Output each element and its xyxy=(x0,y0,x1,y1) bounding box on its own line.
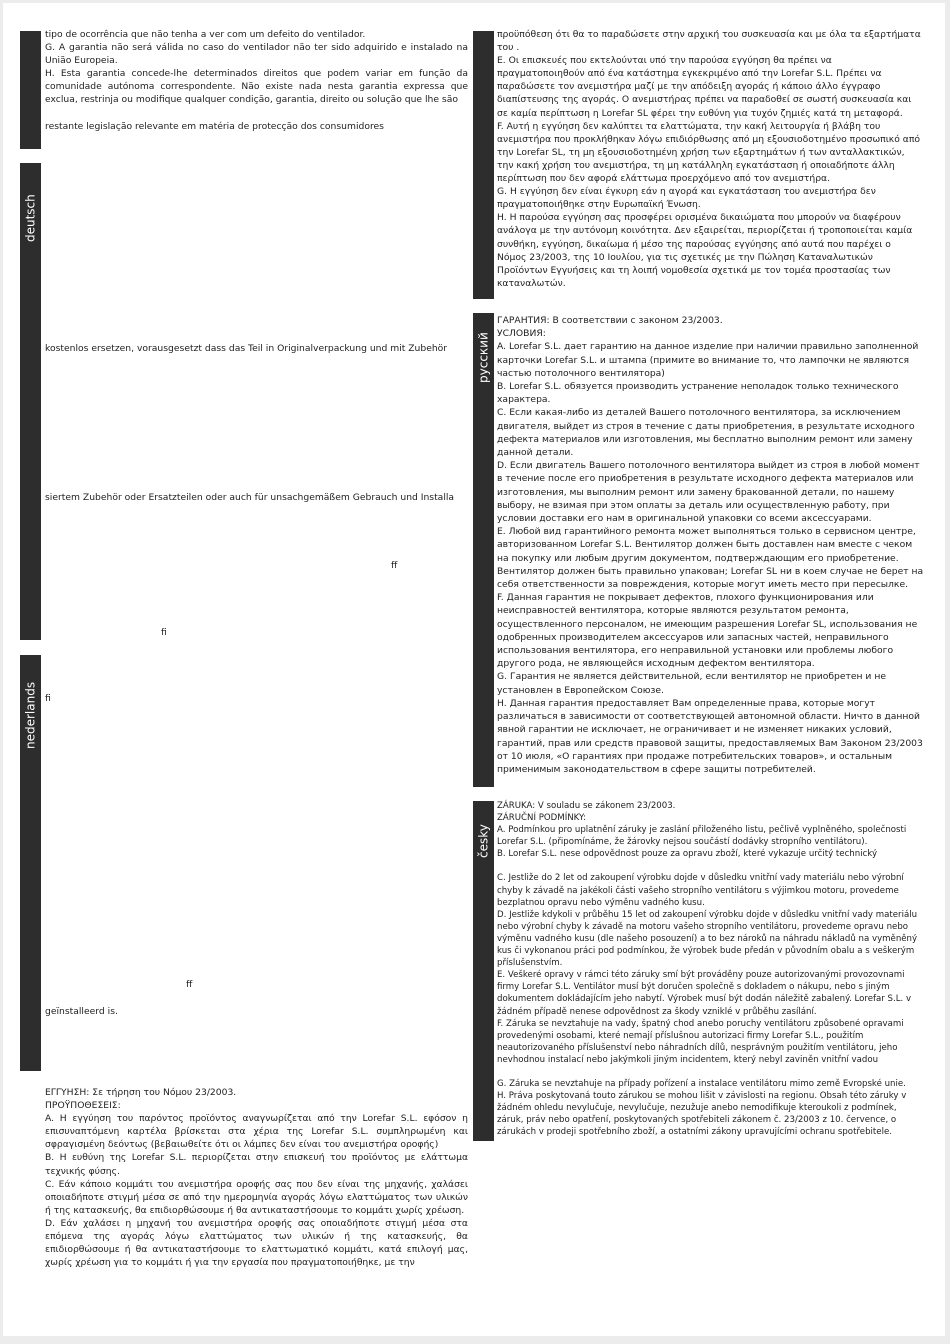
paragraph: restante legislação relevante em matéria de protecção dos consumidores xyxy=(45,120,384,132)
greek-text-block-left xyxy=(45,1086,468,1269)
paragraph: E. Οι επισκευές που εκτελούνται υπό την παρούσα εγγύηση θα πρέπει να πραγματοποιηθούν από ένα κατάστημα εγκεκριμένο από την Lorefar S.L. Πρέπει να παραδώσετε τον ανεμιστήρα μαζί με την απόδειξη αγοράς ή κάποιο άλλο έγγραφο διαπίστευσης της αγοράς. Ο ανεμιστήρας πρέπει να παραδοθεί σε σωστή συσκευασία και σε καμία περίπτωση η Lorefar SL φέρει την ευθύνη για τυχόν ζημιές κατά τη μεταφορά. xyxy=(497,55,912,119)
deutsch-text-fragment: fi xyxy=(161,627,167,638)
paragraph: προϋπόθεση ότι θα το παραδώσετε στην αρχική του συσκευασία και με όλα τα εξαρτήματα του . xyxy=(497,29,921,54)
paragraph: D. Εάν χαλάσει η μηχανή του ανεμιστήρα οροφής σας οποιαδήποτε στιγμή μέσα στα επόμενα της αγοράς λόγω ελαττώματος των υλικών ή της κατασκευής, θα επιδιορθώσουμε ή θα αντικαταστήσουμε το ελαττωματικό κομμάτι, κατά επιλογή μας, χωρίς χρέωση για το κομμάτι ή για την εργασία που πραγματοποιήθηκε, με την xyxy=(45,1217,468,1269)
paragraph: D. Jestliže kdykoli v průběhu 15 let od zakoupení výrobku dojde v důsledku vnitřní vady materiálu nebo výrobní chyby k závadě na motoru vašeho stropního ventilátoru, provedeme opravu nebo výměnu vadného kusu (dle našeho posouzení) a to bez nároků na náhradu nákladů na vyměněný kus či vykonanou práci pod podmínkou, že výrobek bude předán v původním obalu a s veškerým příslušenstvím. xyxy=(497,909,918,969)
paragraph: B. Η ευθύνη της Lorefar S.L. περιορίζεται στην επισκευή του προϊόντος με ελάττωμα τεχνικής φύσης. xyxy=(45,1152,468,1177)
paragraph: C. Jestliže do 2 let od zakoupení výrobku dojde v důsledku vnitřní vady materiálu nebo výrobní chyby k závadě na jakékoli části vašeho stropního ventilátoru s výjimkou motoru, provedeme bezplatnou opravu nebo výměnu vadného kusu. xyxy=(497,873,904,908)
section-bar-nederlands xyxy=(20,655,41,1071)
section-bar-russian xyxy=(473,313,494,787)
czech-text-block xyxy=(497,800,922,1138)
section-label-nederlands: nederlands xyxy=(23,681,38,749)
russian-text-block xyxy=(497,314,925,776)
paragraph: tipo de ocorrência que não tenha a ver com um defeito do ventilador. xyxy=(45,29,366,40)
paragraph: A. Lorefar S.L. дает гарантию на данное изделие при наличии правильно заполненной карточки Lorefar S.L. и штампа (примите во внимание то, что лампочки не являются частью потолочного вентилятора) xyxy=(497,341,919,379)
nederlands-text-fragment: fi xyxy=(45,693,51,704)
paragraph: УСЛОВИЯ: xyxy=(497,328,546,340)
paragraph: A. Η εγγύηση του παρόντος προϊόντος αναγνωρίζεται από την Lorefar S.L. εφόσον η επισυναπτόμενη καρτέλα βρίσκεται στα χέρια της Lorefar S.L. συμπληρωμένη και σφραγισμένη δεόντως (βεβαιωθείτε ότι οι λάμπες δεν είναι του ανεμιστήρα οροφής) xyxy=(45,1113,468,1151)
nederlands-text-fragment: ff xyxy=(186,979,193,990)
paragraph: B. Lorefar S.L. обязуется производить устранение неполадок только технического характера. xyxy=(497,381,899,406)
paragraph: E. Veškeré opravy v rámci této záruky smí být prováděny pouze autorizovanými provozovnami firmy Lorefar S.L. Ventilátor musí být doručen společně s dokladem o nákupu, nebo s jiným dokumentem dokládajícím jeho nabytí. Výrobek musí být dodán náležitě zabalený. Lorefar S.L. v žádném případě nenese odpovědnost za škody vzniklé v průběhu zasílání. xyxy=(497,970,912,1017)
paragraph: H. Η παρούσα εγγύηση σας προσφέρει ορισμένα δικαιώματα που μπορούν να διαφέρουν ανάλογα με την αυτόνομη κοινότητα. Δεν εξαιρείται, περιορίζεται ή τροποποιείται καμία συνθήκη, εγγύηση, δικαίωμα ή μέσο της παρούσας εγγύησης από αυτά που παρέχει ο Νόμος 23/2003, της 10 Ιουλίου, για τις σχετικές με την Πώληση Καταναλωτικών Προϊόντων Εγγυήσεις και τη λοιπή νομοθεσία σχετικά με τον τομέα προστασίας των καταναλωτών. xyxy=(497,212,913,289)
paragraph: ΠΡΟΫΠΟΘΕΣΕΙΣ: xyxy=(45,1100,121,1112)
paragraph: F. Αυτή η εγγύηση δεν καλύπτει τα ελαττώματα, την κακή λειτουργία ή βλάβη του ανεμιστήρα που προκλήθηκαν λόγω επιδιόρθωσης από μη εξουσιοδοτημένο προσωπικό από την Lorefar SL, τη μη εξουσιοδοτημένη χρήση των εξαρτημάτων ή των ανταλλακτικών, την κακή χρήση του ανεμιστήρα, τη μη κατάλληλη εγκατάσταση ή οποιαδήποτε άλλη περίπτωση που δεν αφορά ελάττωμα προερχόμενο από τον ανεμιστήρα. xyxy=(497,120,920,185)
paragraph: F. Данная гарантия не покрывает дефектов, плохого функционирования или неисправностей вентилятора, которые являются результатом ремонта, осуществленного персоналом, не имеющим разрешения Lorefar SL, использования не одобренных производителем аксессуаров или запасных частей, неправильного использования вентилятора, его неправильной установки или проблемы любого другого рода, не являющейся исходным дефектом вентилятора. xyxy=(497,592,918,670)
section-bar-czech xyxy=(473,801,494,1141)
paragraph: C. Если какая-либо из деталей Вашего потолочного вентилятора, за исключением двигателя, выйдет из строя в течение с даты приобретения, в результате исходного дефекта материалов или изготовления, мы бесплатно выполним ремонт или замену данной детали. xyxy=(497,407,915,459)
paragraph: A. Podmínkou pro uplatnění záruky je zaslání přiloženého listu, pečlivě vyplněného, společnosti Lorefar S.L. (připomínáme, že žárovky nejsou součástí dodávky stropního ventilátoru). xyxy=(497,825,907,848)
paragraph: H. Esta garantia concede-lhe determinados direitos que podem variar em função da comunidade autónoma correspondente. Não existe nada nesta garantia expressa que exclua, restrinja ou modifique qualquer condição, garantia, direito ou solução que lhe são xyxy=(45,68,468,106)
paragraph: ZÁRUKA: V souladu se zákonem 23/2003. xyxy=(497,801,676,811)
paragraph: B. Lorefar S.L. nese odpovědnost pouze za opravu zboží, které vykazuje určitý technický xyxy=(497,849,878,860)
paragraph: ΕΓΓΥΗΣΗ: Σε τήρηση του Νόμου 23/2003. xyxy=(45,1087,237,1098)
section-bar-deutsch xyxy=(20,163,41,640)
deutsch-text-line: kostenlos ersetzen, vorausgesetzt dass das Teil in Originalverpackung und mit Zubehör xyxy=(45,343,448,354)
paragraph: E. Любой вид гарантийного ремонта может выполняться только в сервисном центре, авторизованном Lorefar S.L. Вентилятор должен быть доставлен нам вместе с чеком на покупку или любым другим документом, подтверждающим его приобретение. Вентилятор должен быть правильно упакован; Lorefar SL ни в коем случае не берет на себя ответственности за повреждения, которые могут иметь место при пересылке. xyxy=(497,526,924,591)
paragraph: ZÁRUČNÍ PODMÍNKY: xyxy=(497,813,586,824)
paragraph: G. Η εγγύηση δεν είναι έγκυρη εάν η αγορά και εγκατάσταση του ανεμιστήρα δεν πραγματοποιήθηκε στην Ευρωπαϊκή Ένωση. xyxy=(497,186,876,211)
paragraph: ГАРАНТИЯ: В соответствии с законом 23/2003. xyxy=(497,315,723,326)
section-label-russian: русский xyxy=(476,332,491,384)
portuguese-text-block xyxy=(45,28,468,133)
section-bar-greek-continued xyxy=(473,31,494,299)
section-bar-top-left xyxy=(20,31,41,149)
paragraph: H. Данная гарантия предоставляет Вам определенные права, которые могут различаться в зависимости от соответствующей автономной области. Ничто в данной явной гарантии не исключает, не ограничивает и не изменяет никаких условий, гарантий, прав или средств правовой защиты, предоставляемых Вам Законом 23/2003 от 10 июля, «О гарантиях при продаже потребительских товаров», и остальным применимым законодательством в сфере защиты потребителей. xyxy=(497,697,923,775)
document-page xyxy=(3,3,945,1336)
nederlands-text-line: geïnstalleerd is. xyxy=(45,1006,118,1017)
paragraph: D. Если двигатель Вашего потолочного вентилятора выйдет из строя в любой момент в течение после его приобретения в результате исходного дефекта материалов или изготовления, мы выполним ремонт или замену бракованной детали, по нашему выбору, не взимая при этом оплаты за деталь или осуществленную работу, при условии доставки его нам в оригинальной упаковки со всеми аксессуарами. xyxy=(497,460,920,525)
deutsch-text-line: siertem Zubehör oder Ersatzteilen oder auch für unsachgemäßem Gebrauch und Installa xyxy=(45,492,455,503)
paragraph: C. Εάν κάποιο κομμάτι του ανεμιστήρα οροφής σας που δεν είναι της μηχανής, χαλάσει οποιαδήποτε στιγμή μέσα σε από την ημερομηνία αγοράς λόγω ελαττώματος των υλικών ή της κατασκευής, θα επιδιορθώσουμε ή θα αντικαταστήσουμε το κομμάτι χωρίς χρέωση. xyxy=(45,1178,468,1216)
paragraph: G. Záruka se nevztahuje na případy pořízení a instalace ventilátoru mimo země Evropské unie. xyxy=(497,1078,906,1089)
paragraph: H. Práva poskytovaná touto zárukou se mohou lišit v závislosti na regionu. Obsah této záruky v žádném ohledu nevylučuje, nevylučuje, nezužuje anebo nemodifikuje kteroukoli z podmínek, záruk, práv nebo opatření, poskytovaných spotřebiteli zákonem č. 23/2003 z 10. července, o zárukách v prodeji spotřebního zboží, a ostatními zákony upravujícími ochranu spotřebitele. xyxy=(497,1091,907,1138)
section-label-czech: česky xyxy=(476,824,491,858)
deutsch-text-fragment: ff xyxy=(391,560,398,571)
paragraph: G. A garantia não será válida no caso do ventilador não ter sido adquirido e instalado na União Europeia. xyxy=(45,42,468,67)
paragraph: G. Гарантия не является действительной, если вентилятор не приобретен и не установлен в Европейском Союзе. xyxy=(497,671,886,696)
section-label-deutsch: deutsch xyxy=(23,194,38,242)
paragraph: F. Záruka se nevztahuje na vady, špatný chod anebo poruchy ventilátoru způsobené opravami provedenými osobami, které nemají příslušnou autorizaci firmy Lorefar S.L., použitím neautorizovaného příslušenství nebo náhradních dílů, nesprávným použitím ventilátoru, jeho nevhodnou instalací nebo jakýmkoli jiným incidentem, který nebyl zaviněn vnitřní vadou xyxy=(497,1018,904,1065)
greek-text-block-right xyxy=(497,28,922,290)
